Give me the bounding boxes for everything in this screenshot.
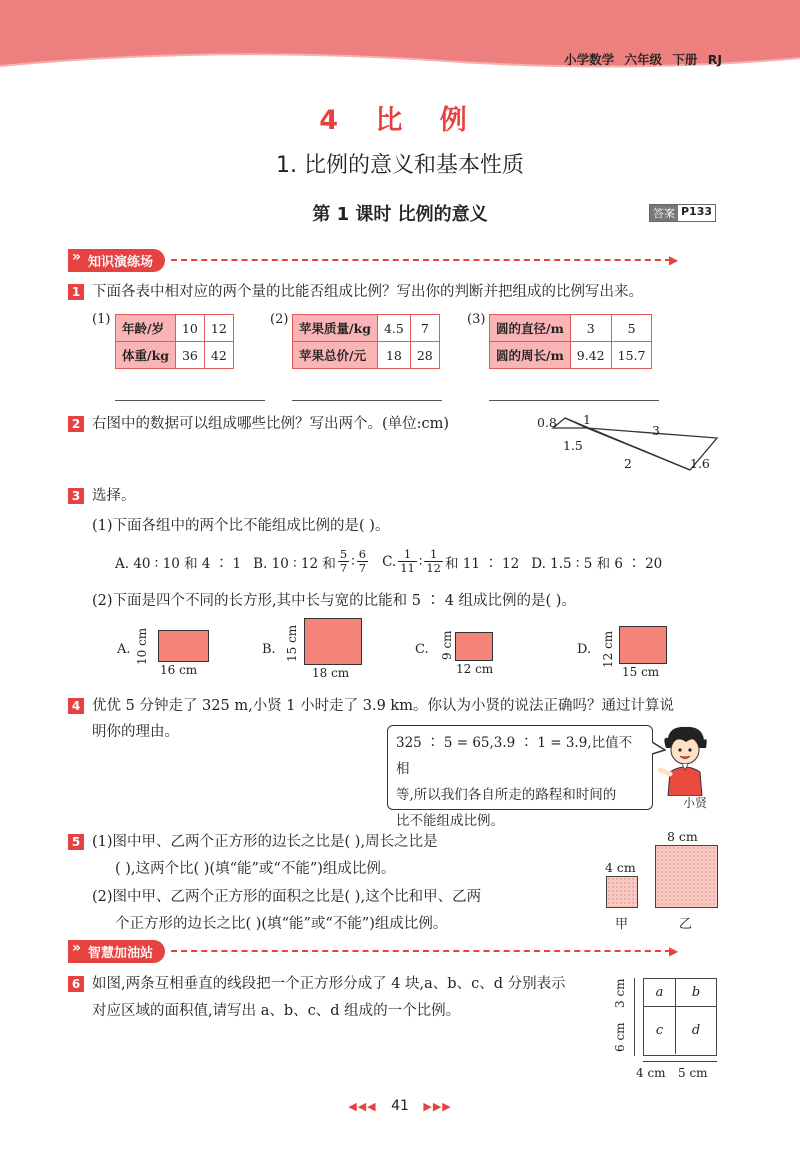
- rect-b-height: 15 cm: [285, 624, 299, 662]
- table-row: [293, 315, 440, 342]
- table-cell: 体重/kg: [116, 342, 176, 369]
- dim-line-vertical: [634, 978, 635, 1056]
- question-6-line2: 对应区域的面积值,请写出 a、b、c、d 组成的一个比例。: [92, 1003, 461, 1019]
- answer-line[interactable]: [489, 400, 659, 401]
- region-a: a: [644, 979, 676, 1007]
- square-yi: [655, 845, 718, 908]
- table-row: [490, 342, 652, 369]
- table-2-index: (2): [270, 312, 289, 327]
- q3-part1-options: [115, 548, 662, 575]
- square-jia-label: 甲: [615, 917, 629, 932]
- rect-d: [619, 626, 667, 664]
- question-number: 2: [68, 416, 84, 432]
- rect-option-c: C.: [415, 642, 429, 657]
- question-number: 5: [68, 834, 84, 850]
- square-jia: [606, 876, 638, 908]
- label-3: 3: [652, 423, 660, 438]
- rect-d-width: 15 cm: [622, 665, 660, 679]
- right-arrows-icon: ▶▶▶: [423, 1100, 452, 1113]
- band-dashed-line: [171, 259, 671, 261]
- numerator: 5: [339, 547, 348, 561]
- band-label: » 知识演练场: [68, 249, 165, 272]
- rect-d-height: 12 cm: [601, 630, 615, 668]
- region-b: b: [676, 979, 716, 1007]
- table-cell: 42: [204, 342, 233, 369]
- band-arrow-icon: ▶: [669, 944, 679, 958]
- table-cell: 5: [611, 315, 652, 342]
- question-number: 3: [68, 488, 84, 504]
- table-cell: 28: [410, 342, 439, 369]
- table-row: [116, 342, 234, 369]
- rect-a-width: 16 cm: [160, 663, 198, 677]
- answer-label: 答案: [650, 205, 678, 221]
- table-row: [490, 315, 652, 342]
- denominator: 11: [400, 561, 415, 575]
- dim-bottom-5cm: 5 cm: [678, 1066, 708, 1080]
- table-cell: 36: [175, 342, 204, 369]
- section-band-practice: [68, 249, 678, 271]
- table-row: [116, 315, 234, 342]
- region-c: c: [644, 1007, 676, 1054]
- rect-a: [158, 630, 209, 662]
- question-number: 6: [68, 976, 84, 992]
- table-1-index: (1): [92, 312, 111, 327]
- divided-square: [643, 978, 717, 1056]
- square-yi-label: 乙: [679, 917, 693, 932]
- option-a: A. 40 ∶ 10 和 4 ∶ 1: [115, 555, 242, 572]
- answer-page: P133: [681, 205, 713, 218]
- rect-option-d: D.: [577, 642, 592, 657]
- numerator: 1: [403, 547, 412, 561]
- table-cell: 18: [377, 342, 410, 369]
- page-footer: [0, 1098, 800, 1114]
- rect-a-height: 10 cm: [135, 627, 149, 665]
- dim-top-3cm: 3 cm: [613, 978, 627, 1008]
- question-3-part-2: (2)下面是四个不同的长方形,其中长与宽的比能和 5 ∶ 4 组成比例的是( )。: [92, 593, 576, 609]
- rect-option-b: B.: [262, 642, 276, 657]
- rect-c-width: 12 cm: [456, 662, 494, 676]
- table-cell: 年龄/岁: [116, 315, 176, 342]
- denominator: 7: [358, 561, 367, 575]
- table-cell: 15.7: [611, 342, 652, 369]
- answer-reference: [649, 204, 716, 222]
- table-cell: 苹果总价/元: [293, 342, 378, 369]
- table-1: [115, 314, 234, 369]
- table-cell: 12: [204, 315, 233, 342]
- person-name: 小贤: [683, 796, 708, 810]
- question-4-text-line2: 明你的理由。: [92, 724, 179, 740]
- question-1-text: 下面各表中相对应的两个量的比能否组成比例？写出你的判断并把组成的比例写出来。: [92, 284, 643, 300]
- fraction: [338, 548, 349, 575]
- page-number: 41: [391, 1098, 409, 1114]
- denominator: 7: [339, 561, 348, 575]
- denominator: 12: [426, 561, 441, 575]
- question-number: 1: [68, 284, 84, 300]
- left-arrows-icon: ◀◀◀: [348, 1100, 377, 1113]
- section-title: 1. 比例的意义和基本性质: [276, 153, 524, 178]
- option-c-tail: 和 11 ∶ 12: [445, 555, 520, 572]
- fraction: [398, 548, 417, 575]
- header-grade: 六年级: [624, 52, 662, 67]
- question-5-line1: (1)图中甲、乙两个正方形的边长之比是( ),周长之比是: [92, 834, 438, 850]
- dim-left-6cm: 6 cm: [613, 1022, 627, 1052]
- ratio-sign: ∶: [418, 553, 423, 570]
- answer-line[interactable]: [115, 400, 265, 401]
- option-c: C.: [382, 553, 397, 570]
- section-band-boost: [68, 940, 678, 962]
- question-4-text-line1: 优优 5 分钟走了 325 m,小贤 1 小时走了 3.9 km。你认为小贤的说法正确吗？通过计算说: [92, 698, 674, 714]
- header-volume: 下册: [672, 52, 698, 67]
- square-small-side: 4 cm: [605, 860, 636, 875]
- speech-bubble: [387, 725, 653, 829]
- rect-b-width: 18 cm: [312, 666, 350, 680]
- ratio-sign: ∶: [351, 553, 355, 570]
- header-edition: RJ: [707, 52, 722, 67]
- rect-b: [304, 618, 362, 665]
- rect-c-height: 9 cm: [440, 630, 454, 660]
- numerator: 1: [430, 547, 438, 561]
- q2-triangle-figure: [535, 410, 725, 480]
- dim-bottom-4cm: 4 cm: [636, 1066, 666, 1080]
- answer-line[interactable]: [292, 400, 442, 401]
- table-cell: 圆的直径/m: [490, 315, 571, 342]
- question-6-line1: 如图,两条互相垂直的线段把一个正方形分成了 4 块,a、b、c、d 分别表示: [92, 976, 566, 992]
- rect-c: [455, 632, 493, 661]
- speech-line: 325 ∶ 5 = 65,3.9 ∶ 1 = 3.9,比值不相: [396, 735, 633, 777]
- option-b: B. 10 ∶ 12 和: [253, 555, 336, 572]
- table-cell: 10: [175, 315, 204, 342]
- chapter-title: 4 比 例: [319, 105, 481, 136]
- boy-avatar-icon: [656, 724, 714, 796]
- lesson-title: 第 1 课时 比例的意义: [312, 204, 488, 225]
- region-d: d: [691, 1023, 701, 1038]
- rect-option-a: A.: [117, 642, 131, 657]
- square-large-side: 8 cm: [667, 829, 698, 844]
- table-cell: 3: [570, 315, 611, 342]
- table-row: [293, 342, 440, 369]
- band-label: » 智慧加油站: [68, 940, 165, 963]
- dim-line-horizontal: [643, 1061, 717, 1062]
- label-1.6: 1.6: [690, 456, 710, 471]
- table-cell: 7: [410, 315, 439, 342]
- table-cell: 圆的周长/m: [490, 342, 571, 369]
- label-2: 2: [624, 456, 632, 471]
- table-3: [489, 314, 652, 369]
- table-cell: 苹果质量/kg: [293, 315, 378, 342]
- band-arrow-icon: ▶: [669, 253, 679, 267]
- label-1.5: 1.5: [563, 438, 583, 453]
- table-3-index: (3): [467, 312, 486, 327]
- option-d: D. 1.5 ∶ 5 和 6 ∶ 20: [531, 555, 663, 572]
- numerator: 6: [358, 547, 367, 561]
- header-subtitle: [564, 50, 722, 68]
- question-5-line3: (2)图中甲、乙两个正方形的面积之比是( ),这个比和甲、乙两: [92, 889, 482, 905]
- question-5-line2: ( ),这两个比( )(填“能”或“不能”)组成比例。: [115, 861, 396, 877]
- table-2: [292, 314, 440, 369]
- header-subject: 小学数学: [564, 52, 615, 67]
- speech-line: 等,所以我们各自所走的路程和时间的: [396, 787, 617, 803]
- fraction: [357, 548, 368, 575]
- label-0.8: 0.8: [537, 415, 557, 430]
- label-1: 1: [583, 412, 591, 427]
- speech-line: 比不能组成比例。: [396, 813, 504, 829]
- question-5-line4: 个正方形的边长之比( )(填“能”或“不能”)组成比例。: [115, 916, 448, 932]
- question-3-part-1: (1)下面各组中的两个比不能组成比例的是( )。: [92, 518, 390, 534]
- question-3-text: 选择。: [92, 488, 136, 504]
- question-2-text: 右图中的数据可以组成哪些比例？写出两个。(单位:cm): [92, 416, 450, 432]
- table-cell: 4.5: [377, 315, 410, 342]
- table-cell: 9.42: [570, 342, 611, 369]
- question-number: 4: [68, 698, 84, 714]
- band-dashed-line: [171, 950, 671, 952]
- fraction: [424, 548, 443, 575]
